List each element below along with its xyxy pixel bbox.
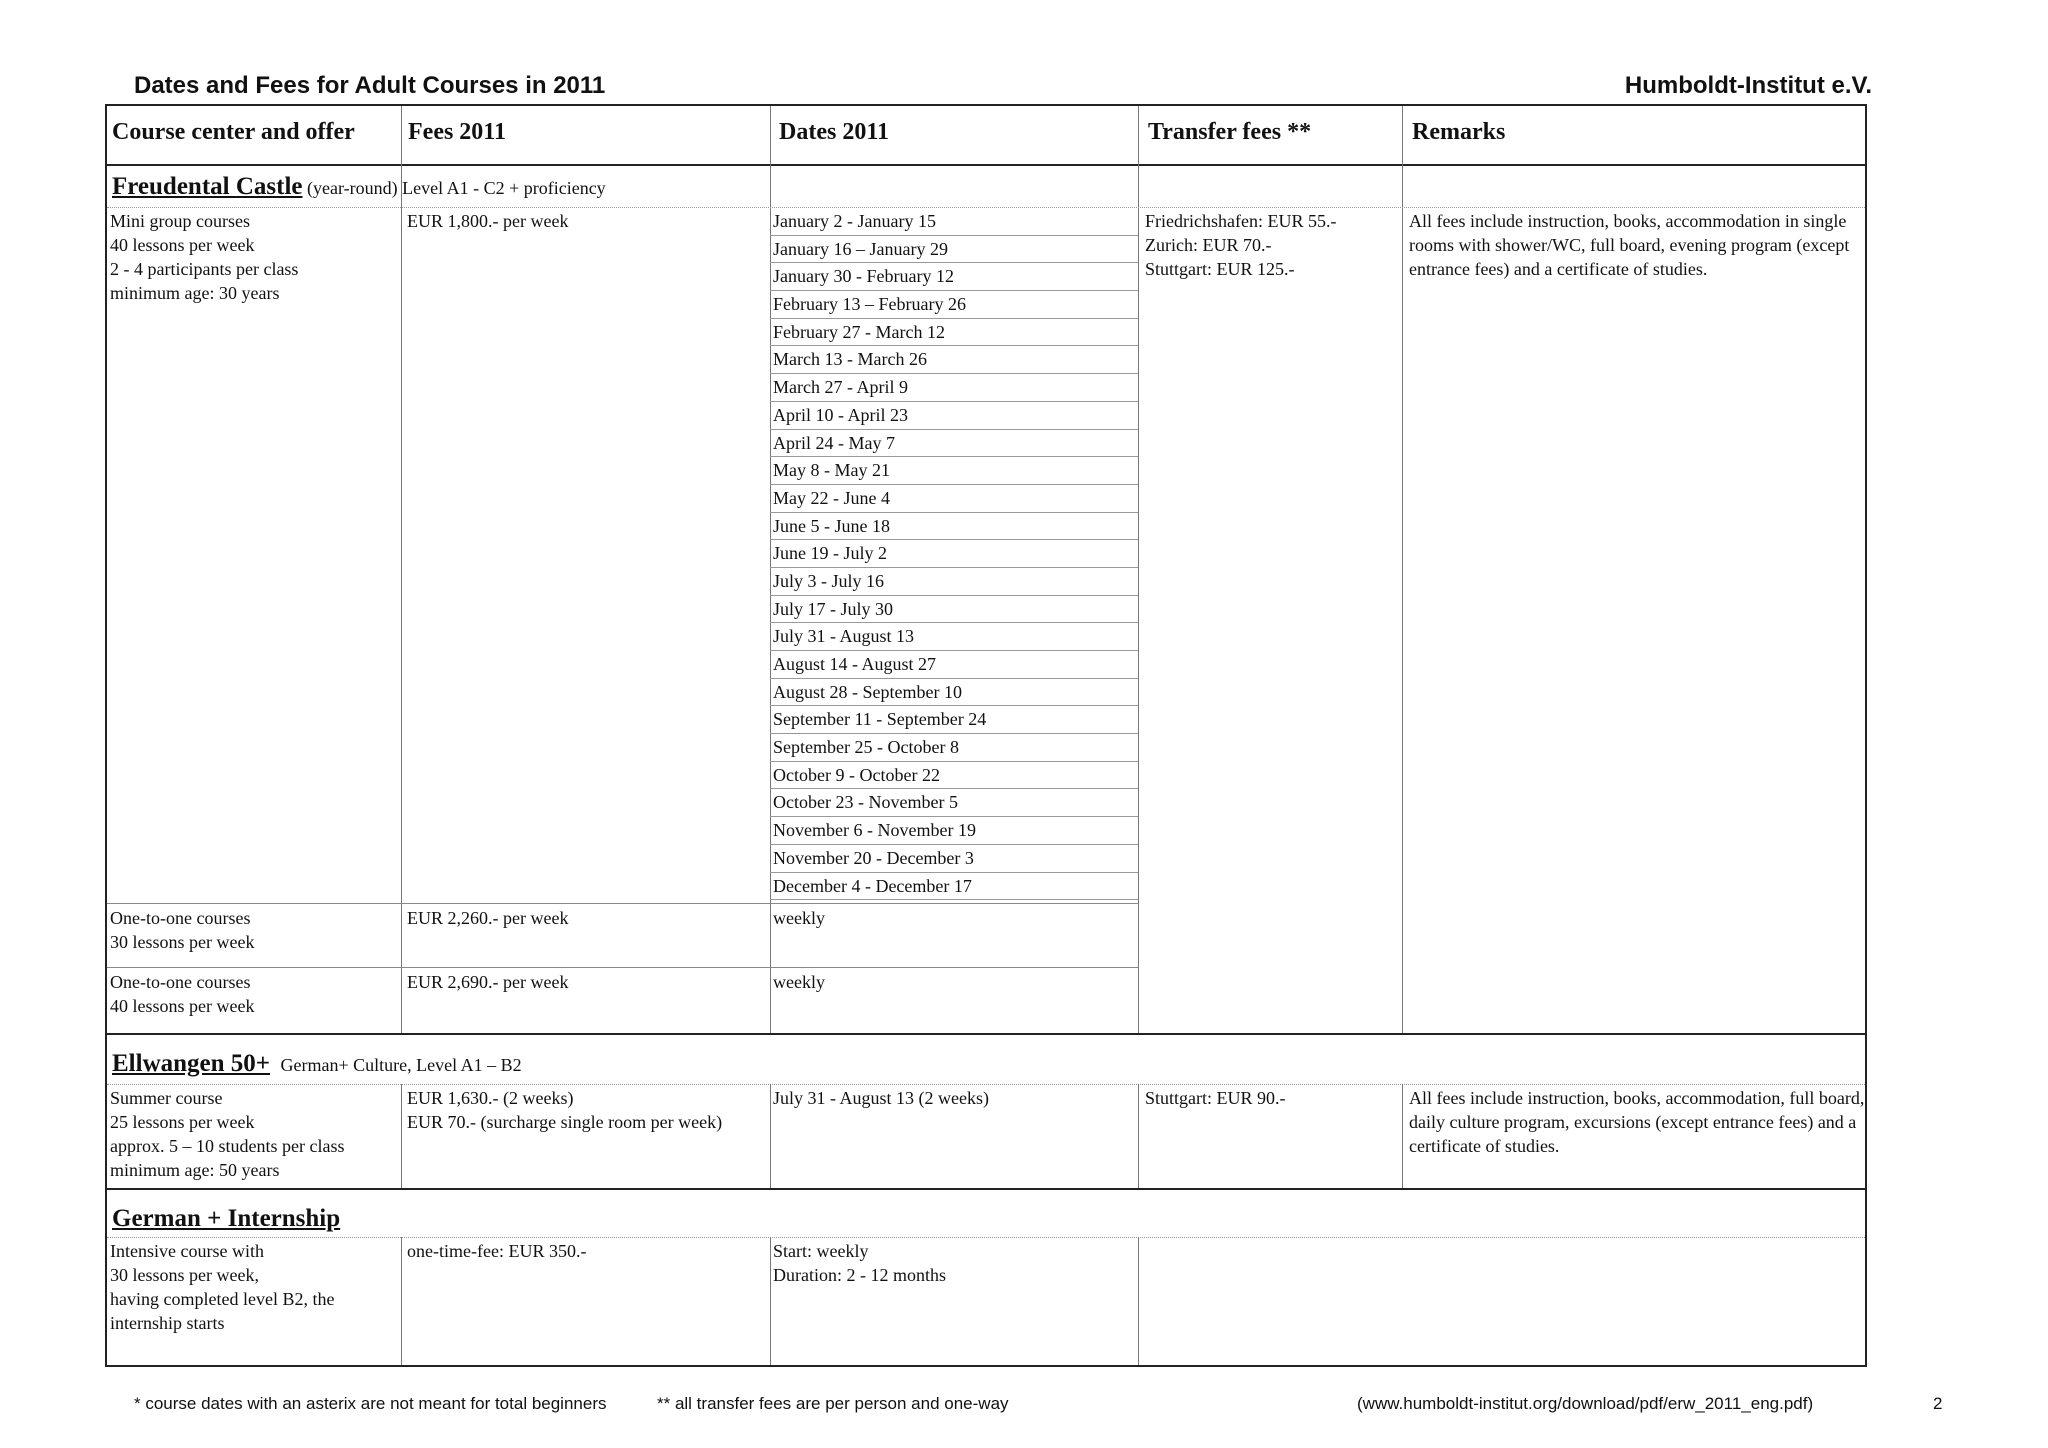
- date-row: April 10 - April 23: [770, 402, 1138, 430]
- freudental-subtitle: (year-round) Level A1 - C2 + proficiency: [307, 178, 606, 198]
- date-row: February 27 - March 12: [770, 319, 1138, 347]
- one-to-one-40-dates: weekly: [773, 972, 825, 992]
- document-title: Dates and Fees for Adult Courses in 2011: [134, 72, 606, 99]
- section-title-freudental: [112, 175, 772, 200]
- date-row: January 2 - January 15: [770, 208, 1138, 236]
- date-row: October 23 - November 5: [770, 789, 1138, 817]
- date-row: June 19 - July 2: [770, 540, 1138, 568]
- one-to-one-30-dates: weekly: [773, 908, 825, 928]
- date-row: December 4 - December 17: [770, 873, 1138, 901]
- column-header-course: Course center and offer: [112, 119, 355, 145]
- ellwangen-offer: Summer course 25 lessons per week approx. 5 – 10 students per class minimum age: 50 years: [110, 1088, 345, 1180]
- one-to-one-30-fee: EUR 2,260.- per week: [407, 908, 569, 928]
- header-divider: [107, 164, 1867, 166]
- date-row: April 24 - May 7: [770, 430, 1138, 458]
- ellwangen-subtitle: German+ Culture, Level A1 – B2: [280, 1055, 522, 1075]
- one-to-one-40-fee: EUR 2,690.- per week: [407, 972, 569, 992]
- section-title-internship: [112, 1207, 712, 1232]
- section-divider: [107, 1188, 1867, 1190]
- column-header-transfer: Transfer fees **: [1148, 119, 1312, 145]
- column-divider: [770, 1084, 771, 1188]
- date-row: September 25 - October 8: [770, 734, 1138, 762]
- date-row: January 30 - February 12: [770, 263, 1138, 291]
- ellwangen-remarks: All fees include instruction, books, accommodation, full board, daily culture program, excursions (except entrance fees) and a certificate of studies.: [1409, 1088, 1865, 1156]
- freudental-title: Freudental Castle: [112, 173, 303, 200]
- page-number: 2: [1933, 1394, 1943, 1413]
- date-row: March 27 - April 9: [770, 374, 1138, 402]
- column-divider: [1138, 1084, 1139, 1188]
- ellwangen-title: Ellwangen 50+: [112, 1050, 271, 1077]
- footnote-transfer: ** all transfer fees are per person and one-way: [657, 1394, 1009, 1413]
- section-title-divider: [107, 1237, 1867, 1238]
- section-divider: [107, 1033, 1867, 1035]
- column-divider: [401, 106, 402, 1033]
- row-divider: [107, 903, 1138, 904]
- footer-source-url: (www.humboldt-institut.org/download/pdf/erw_2011_eng.pdf): [1357, 1394, 1814, 1413]
- date-row: November 6 - November 19: [770, 817, 1138, 845]
- column-header-remarks: Remarks: [1412, 119, 1506, 145]
- internship-dates: Start: weekly Duration: 2 - 12 months: [773, 1241, 946, 1285]
- column-header-fees: Fees 2011: [408, 119, 506, 145]
- footnote-asterisk: * course dates with an asterix are not meant for total beginners: [134, 1394, 607, 1413]
- mini-group-offer: Mini group courses 40 lessons per week 2 - 4 participants per class minimum age: 30 years: [110, 211, 299, 303]
- column-divider: [1402, 106, 1403, 1033]
- freudental-transfer-fees: Friedrichshafen: EUR 55.- Zurich: EUR 70.- Stuttgart: EUR 125.-: [1145, 211, 1337, 279]
- row-divider: [107, 967, 1138, 968]
- date-row: March 13 - March 26: [770, 346, 1138, 374]
- column-divider: [1138, 106, 1139, 1033]
- date-row: May 22 - June 4: [770, 485, 1138, 513]
- column-divider: [770, 1237, 771, 1367]
- column-divider: [1138, 1237, 1139, 1367]
- section-title-ellwangen: [112, 1052, 1012, 1077]
- date-row: August 14 - August 27: [770, 651, 1138, 679]
- mini-group-fee: EUR 1,800.- per week: [407, 211, 569, 231]
- ellwangen-dates: July 31 - August 13 (2 weeks): [773, 1088, 989, 1108]
- date-row: July 31 - August 13: [770, 623, 1138, 651]
- date-row: January 16 – January 29: [770, 236, 1138, 264]
- date-row: October 9 - October 22: [770, 762, 1138, 790]
- column-header-dates: Dates 2011: [779, 119, 889, 145]
- date-row: July 3 - July 16: [770, 568, 1138, 596]
- ellwangen-transfer-fees: Stuttgart: EUR 90.-: [1145, 1088, 1286, 1108]
- one-to-one-40-offer: One-to-one courses 40 lessons per week: [110, 972, 255, 1016]
- freudental-remarks: All fees include instruction, books, accommodation in single rooms with shower/WC, full board, evening program (except entrance fees) and a certificate of studies.: [1409, 211, 1850, 279]
- organization-name: Humboldt-Institut e.V.: [1624, 72, 1872, 99]
- course-table: [105, 104, 1867, 1367]
- date-row: May 8 - May 21: [770, 457, 1138, 485]
- internship-offer: Intensive course with 30 lessons per week, having completed level B2, the internship starts: [110, 1241, 335, 1333]
- section-title-divider: [107, 1084, 1867, 1085]
- date-row: August 28 - September 10: [770, 679, 1138, 707]
- mini-group-date-list: [770, 208, 1138, 900]
- date-row: February 13 – February 26: [770, 291, 1138, 319]
- column-divider: [401, 1084, 402, 1188]
- date-row: September 11 - September 24: [770, 706, 1138, 734]
- internship-title: German + Internship: [112, 1205, 341, 1232]
- one-to-one-30-offer: One-to-one courses 30 lessons per week: [110, 908, 255, 952]
- date-row: June 5 - June 18: [770, 513, 1138, 541]
- date-row: July 17 - July 30: [770, 596, 1138, 624]
- column-divider: [1402, 1084, 1403, 1188]
- date-row: November 20 - December 3: [770, 845, 1138, 873]
- ellwangen-fee: EUR 1,630.- (2 weeks) EUR 70.- (surcharge single room per week): [407, 1088, 723, 1132]
- column-divider: [401, 1237, 402, 1367]
- internship-fee: one-time-fee: EUR 350.-: [407, 1241, 587, 1261]
